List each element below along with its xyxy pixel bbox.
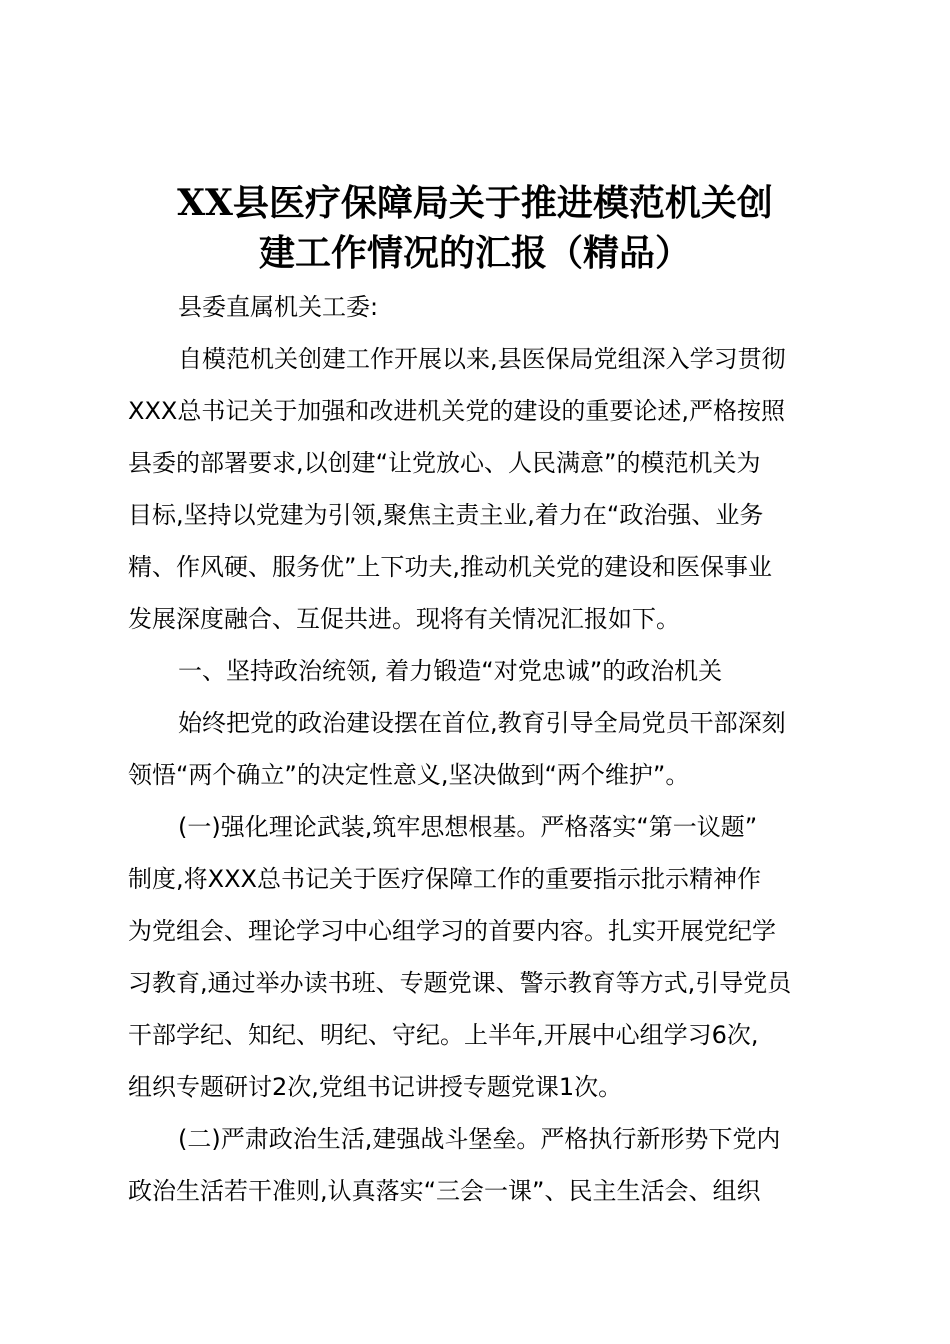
text-line: 领悟“两个确立”的决定性意义,坚决做到“两个维护”。 [128,761,690,789]
text-line: 制度,将XXX总书记关于医疗保障工作的重要指示批示精神作 [128,865,761,893]
paragraph-subsection-2 [128,1113,832,1217]
text-line: 自模范机关创建工作开展以来,县医保局党组深入学习贯彻 [178,345,786,373]
text-line: 始终把党的政治建设摆在首位,教育引导全局党员干部深刻 [178,709,786,737]
title-line-2: 建工作情况的汇报（精品） [258,232,691,274]
text-line: 为党组会、理论学习中心组学习的首要内容。扎实开展党纪学 [128,917,776,945]
text-line: 精、作风硬、服务优”上下功夫,推动机关党的建设和医保事业 [128,553,773,581]
text-line: 发展深度融合、互促共进。现将有关情况汇报如下。 [128,605,680,633]
text-line: 政治生活若干准则,认真落实“三会一课”、民主生活会、组织 [128,1177,761,1205]
text-line: 干部学纪、知纪、明纪、守纪。上半年,开展中心组学习6次, [128,1021,759,1049]
text-line: 组织专题研讨2次,党组书记讲授专题党课1次。 [128,1073,623,1101]
text-line: (一)强化理论武装,筑牢思想根基。严格落实“第一议题” [178,813,758,841]
paragraph-subsection-1 [128,801,832,1113]
section-heading-1 [128,645,832,697]
title-line-1: XX县医疗保障局关于推进模范机关创 [177,182,773,224]
paragraph-section-1-intro [128,697,832,801]
document-title [120,178,830,278]
paragraph-intro [128,333,832,645]
document-body [128,281,832,1217]
text-line: XXX总书记关于加强和改进机关党的建设的重要论述,严格按照 [128,397,785,425]
text-line: 习教育,通过举办读书班、专题党课、警示教育等方式,引导党员 [128,969,792,997]
text-line: 县委的部署要求,以创建“让党放心、人民满意”的模范机关为 [128,449,761,477]
text-line: (二)严肃政治生活,建强战斗堡垒。严格执行新形势下党内 [178,1125,781,1153]
text-line: 目标,坚持以党建为引领,聚焦主责主业,着力在“政治强、业务 [128,501,764,529]
heading-line: 一、坚持政治统领, 着力锻造“对党忠诚”的政治机关 [178,657,723,685]
salutation: 县委直属机关工委: [178,293,379,321]
